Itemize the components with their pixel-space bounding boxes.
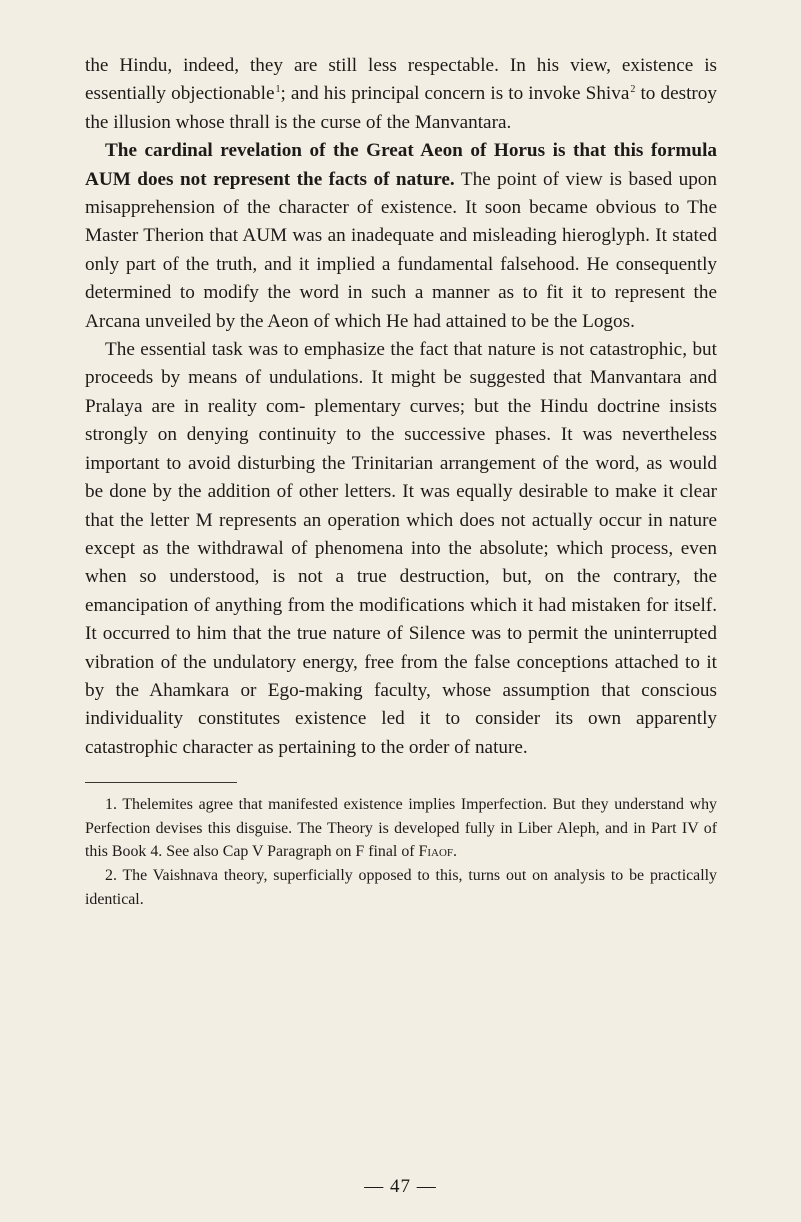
footnote-2-number: 2. [105,866,117,884]
paragraph-2-text: The point of view is based upon misapprehension of the character of existence. It soon became obvious to The Master Therion that AUM was an inadequate and misleading hieroglyph. It stated only part of the truth, and it implied a fundamental falsehood. He consequently determined to modify the word in such a manner as to fit it to represent the Arcana unveiled by the Aeon of which He had attained to be the Logos. [85,168,717,332]
footnote-1 [85,793,717,864]
paragraph-2-bold-lead: The cardinal revelation of the Great Aeon of Horus is that this formula AUM does not represent the facts of nature. [85,140,717,190]
footnote-2 [85,864,717,911]
page-number: — 47 — [364,1176,437,1197]
paragraph-1-text-b: ; and his principal concern is to invoke Shiva [280,83,630,105]
paragraph-1 [85,52,717,137]
footnote-divider [85,782,237,783]
footnote-ref-1: 1 [275,84,281,96]
paragraph-2 [85,137,717,336]
footnote-1-text: Thelemites agree that manifested existence implies Imperfection. But they understand why Perfection devises this disguise. The Theory is developed fully in Liber Aleph, and in Part IV of this Book 4. See also Cap V Paragraph on F final of [85,796,717,861]
main-text [85,52,717,762]
footnote-2-text: The Vaishnava theory, superficially opposed to this, turns out on analysis to be practically identical. [85,866,717,908]
paragraph-3: The essential task was to emphasize the fact that nature is not catastrophic, but proceeds by means of undulations. It might be suggested that Manvantara and Pralaya are in reality com- plementary curves; but the Hindu doctrine insists strongly on denying continuity to the successive phases. It was nevertheless important to avoid disturbing the Trinitarian arrangement of the word, as would be done by the addition of other letters. It was equally desirable to make it clear that the letter M represents an operation which does not actually occur in nature except as the withdrawal of phenomena into the absolute; which process, even when so understood, is not a true destruction, but, on the contrary, the emancipation of anything from the modifications which it had mistaken for itself. It occurred to him that the true nature of Silence was to permit the uninterrupted vibration of the undulatory energy, free from the false conceptions attached to it by the Ahamkara or Ego-making faculty, whose assumption that conscious individuality constitutes existence led it to consider its own apparently catastrophic character as pertaining to the order of nature. [85,339,717,758]
paragraph-1-text-c: to destroy the illusion whose thrall is the curse of the Manvantara. [85,83,717,133]
footnotes [85,793,717,911]
page-content [85,52,717,911]
paragraph-1-text-a: the Hindu, indeed, they are still less respectable. In his view, existence is essentially objectionable [85,55,717,105]
footnote-ref-2: 2 [630,84,636,96]
footnote-1-number: 1. [105,796,117,814]
footnote-1-smallcaps: Fiaof [418,843,454,861]
footnote-1-end: . [453,843,458,861]
